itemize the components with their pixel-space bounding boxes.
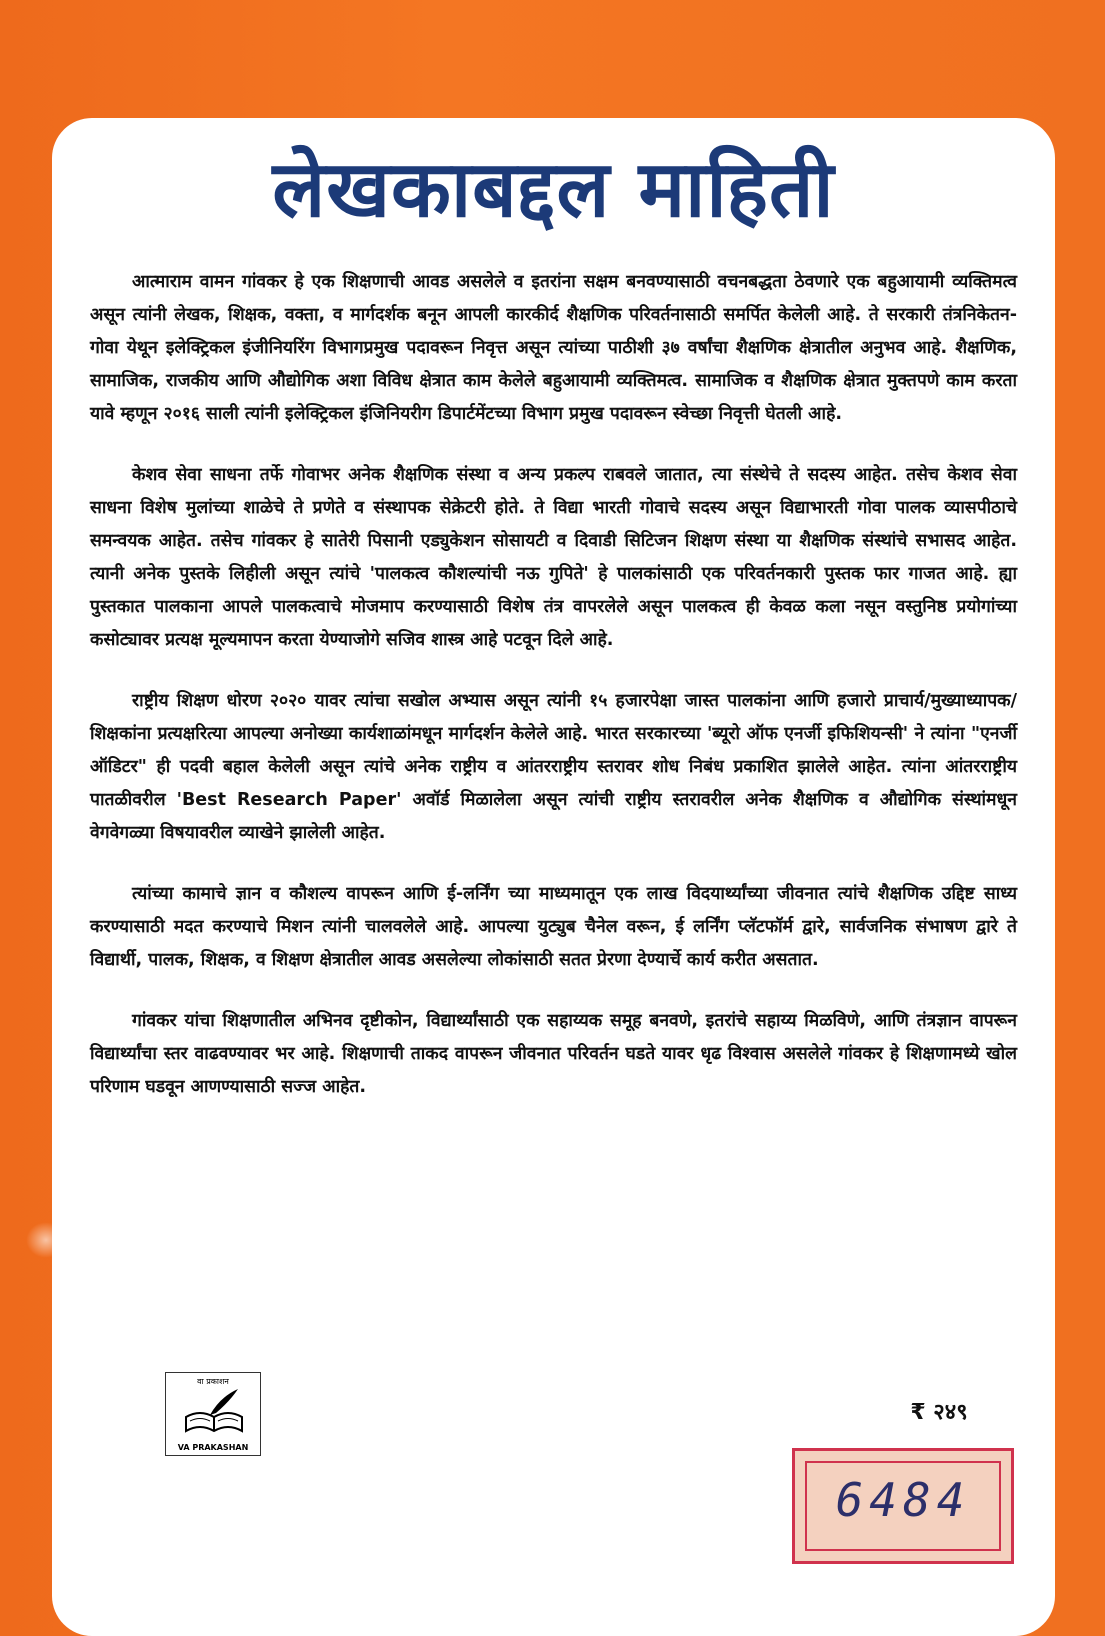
paragraph-1: आत्माराम वामन गांवकर हे एक शिक्षणाची आवड असलेले व इतरांना सक्षम बनवण्यासाठी वचनबद्धता ठेवणारे एक बहुआयामी व्यक्तिमत्व असून त्यांनी लेखक, शिक्षक, वक्ता, व मार्गदर्शक बनून आपली कारकीर्द शैक्षणिक परिवर्तनासाठी समर्पित केलेली आहे. ते सरकारी तंत्रनिकेतन-गोवा येथून इलेक्ट्रिकल इंजीनियरिंग विभागप्रमुख पदावरून निवृत्त असून त्यांच्या पाठीशी ३७ वर्षांचा शैक्षणिक क्षेत्रातील अनुभव आहे. शैक्षणिक, सामाजिक, राजकीय आणि औद्योगिक अशा विविध क्षेत्रात काम केलेले बहुआयामी व्यक्तिमत्व. सामाजिक व शैक्षणिक क्षेत्रात मुक्तपणे काम करता यावे म्हणून २०१६ साली त्यांनी इलेक्ट्रिकल इंजिनियरीग डिपार्टमेंटच्या विभाग प्रमुख पदावरून स्वेच्छा निवृत्ती घेतली आहे. <box>90 272 1017 424</box>
publisher-logo-top-text: वा प्रकाशन <box>197 1377 229 1386</box>
publisher-logo <box>165 1372 261 1456</box>
paragraph-4: त्यांच्या कामाचे ज्ञान व कौशल्य वापरून आणि ई-लर्निंग च्या माध्यमातून एक लाख विदयार्थ्यांच्या जीवनात त्यांचे शैक्षणिक उद्दिष्ट साध्य करण्यासाठी मदत करण्याचे मिशन त्यांनी चालवलेले आहे. आपल्या युट्युब चैनेल वरून, ई लर्निंग प्लॅटफॉर्म द्वारे, सार्वजनिक संभाषण द्वारे ते विद्यार्थी, पालक, शिक्षक, व शिक्षण क्षेत्रातील आवड असलेल्या लोकांसाठी सतत प्रेरणा देण्यार्चे कार्य करीत असतात. <box>90 884 1017 970</box>
price-tag: ₹ २४९ <box>898 1393 980 1433</box>
page-title: लेखकाबद्दल माहिती <box>272 145 835 235</box>
publisher-logo-bottom-text: VA PRAKASHAN <box>177 1443 249 1452</box>
paragraph-3: राष्ट्रीय शिक्षण धोरण २०२० यावर त्यांचा सखोल अभ्यास असून त्यांनी १५ हजारपेक्षा जास्त पालकांना आणि हजारो प्राचार्य/मुख्याध्यापक/शिक्षकांना प्रत्यक्षरित्या आपल्या अनोख्या कार्यशाळांमधून मार्गदर्शन केलेले आहे. भारत सरकारच्या 'ब्यूरो ऑफ एनर्जी इफिशियन्सी' ने त्यांना "एनर्जी ऑडिटर" ही पदवी बहाल केलेली असून त्यांचे अनेक राष्ट्रीय व आंतरराष्ट्रीय स्तरावर शोध निबंध प्रकाशित झालेले आहेत. त्यांना आंतरराष्ट्रीय पातळीवरील 'Best Research Paper' अवॉर्ड मिळालेला असून त्यांची राष्ट्रीय स्तरावरील अनेक शैक्षणिक व औद्योगिक संस्थांमधून वेगवेगळ्या विषयावरील व्याखेने झालेली आहेत. <box>90 691 1017 843</box>
paragraph-2: केशव सेवा साधना तर्फे गोवाभर अनेक शैक्षणिक संस्था व अन्य प्रकल्प राबवले जातात, त्या संस्थेचे ते सदस्य आहेत. तसेच केशव सेवा साधना विशेष मुलांच्या शाळेचे ते प्रणेते व संस्थापक सेक्रेटरी होते. ते विद्या भारती गोवाचे सदस्य असून विद्याभारती गोवा पालक व्यासपीठाचे समन्वयक आहेत. तसेच गांवकर हे सातेरी पिसानी एड्युकेशन सोसायटी व दिवाडी सिटिजन शिक्षण संस्था या शैक्षणिक संस्थांचे सभासद आहेत. त्यानी अनेक पुस्तके लिहीली असून त्यांचे 'पालकत्व कौशल्यांची नऊ गुपिते' हे पालकांसाठी एक परिवर्तनकारी पुस्तक फार गाजत आहे. ह्या पुस्तकात पालकाना आपले पालकत्वाचे मोजमाप करण्यासाठी विशेष तंत्र वापरलेले असून पालकत्व ही केवळ कला नसून वस्तुनिष्ठ प्रयोगांच्या कसोट्यावर प्रत्यक्ष मूल्यमापन करता येण्याजोगे सजिव शास्त्र आहे पटवून दिले आहे. <box>90 465 1017 650</box>
book-quill-icon <box>180 1387 248 1439</box>
paragraph-5: गांवकर यांचा शिक्षणातील अभिनव दृष्टीकोन, विद्यार्थ्यांसाठी एक सहाय्यक समूह बनवणे, इतरांचे सहाय्य मिळविणे, आणि तंत्रज्ञान वापरून विद्यार्थ्यांचा स्तर वाढवण्यावर भर आहे. शिक्षणाची ताकद वापरून जीवनात परिवर्तन घडते यावर धृढ विश्वास असलेले गांवकर हे शिक्षणामध्ये खोल परिणाम घडवून आणण्यासाठी सज्ज आहेत. <box>90 1011 1017 1097</box>
body-text <box>90 266 1017 1132</box>
stamp-number: 6484 <box>835 1473 971 1527</box>
library-stamp <box>792 1448 1014 1564</box>
